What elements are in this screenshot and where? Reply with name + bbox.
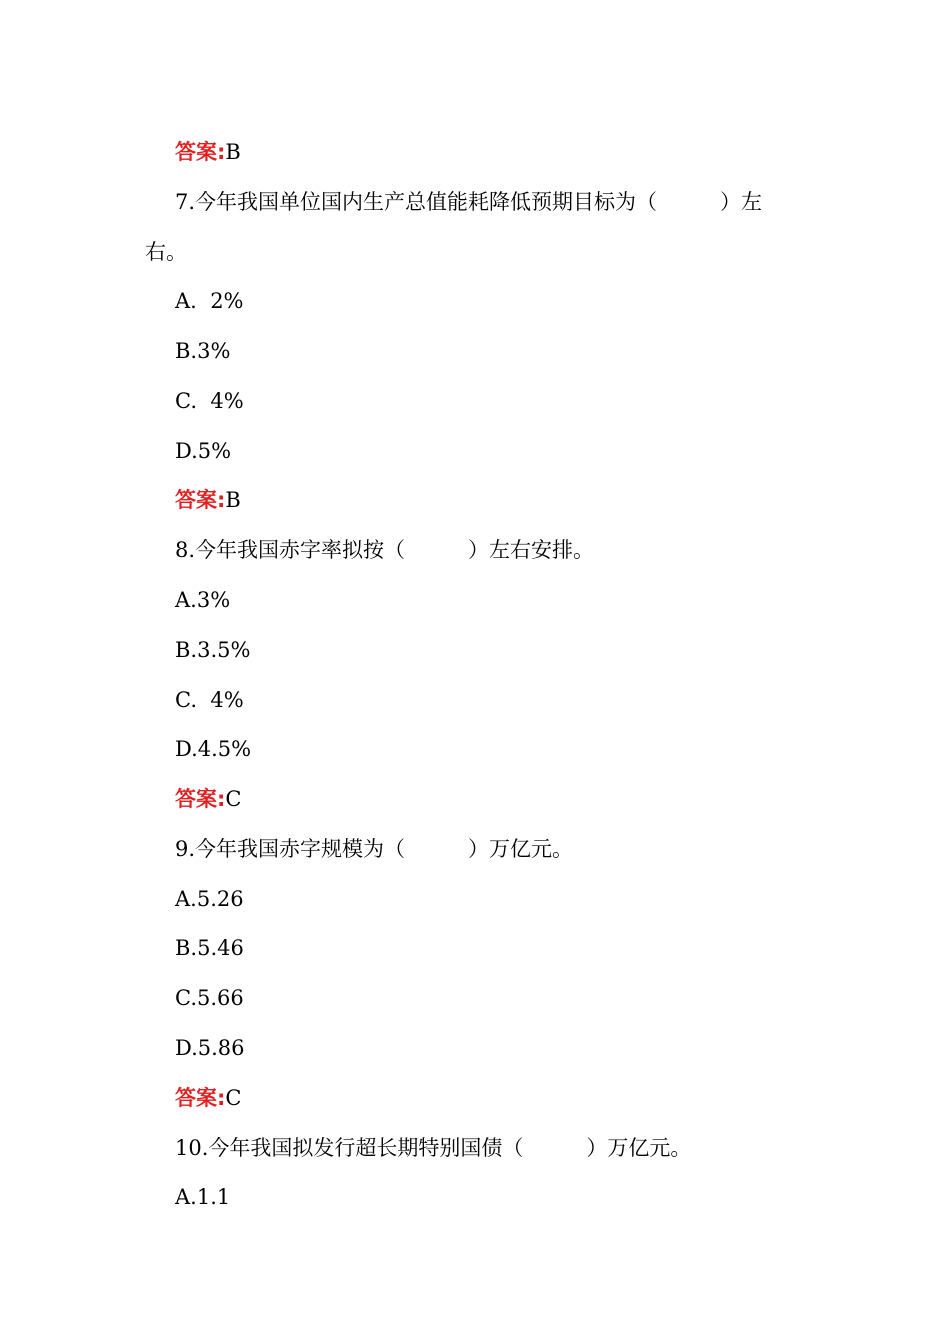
answer-value: B	[225, 140, 241, 164]
question-9-option-c: C.5.66	[175, 986, 244, 1010]
question-7-option-c: C. 4%	[175, 389, 244, 413]
answer-line	[175, 486, 241, 514]
answer-label: 答案:	[175, 140, 226, 164]
answer-line	[175, 138, 241, 166]
question-9-text: 9.今年我国赤字规模为（ ）万亿元。	[175, 837, 574, 861]
question-7-option-d: D.5%	[175, 439, 232, 463]
question-8-text: 8.今年我国赤字率拟按（ ）左右安排。	[175, 538, 595, 562]
question-10-option-a: A.1.1	[175, 1185, 231, 1209]
answer-line	[175, 785, 241, 813]
answer-value: B	[225, 488, 241, 512]
question-7-option-a: A. 2%	[175, 289, 244, 313]
answer-label: 答案:	[175, 1086, 226, 1110]
question-9-option-b: B.5.46	[175, 936, 244, 960]
question-9-option-a: A.5.26	[175, 887, 244, 911]
question-8-option-c: C. 4%	[175, 688, 244, 712]
question-8-option-d: D.4.5%	[175, 737, 252, 761]
answer-line	[175, 1084, 241, 1112]
question-7-option-b: B.3%	[175, 339, 231, 363]
answer-value: C	[225, 787, 242, 811]
question-8-option-b: B.3.5%	[175, 638, 251, 662]
question-7-text: 7.今年我国单位国内生产总值能耗降低预期目标为（ ）左	[175, 190, 763, 214]
answer-label: 答案:	[175, 488, 226, 512]
question-10-text: 10.今年我国拟发行超长期特别国债（ ）万亿元。	[175, 1136, 692, 1160]
question-8-option-a: A.3%	[175, 588, 231, 612]
question-7-text-continued: 右。	[145, 240, 187, 264]
question-9-option-d: D.5.86	[175, 1036, 245, 1060]
answer-label: 答案:	[175, 787, 226, 811]
answer-value: C	[225, 1086, 242, 1110]
